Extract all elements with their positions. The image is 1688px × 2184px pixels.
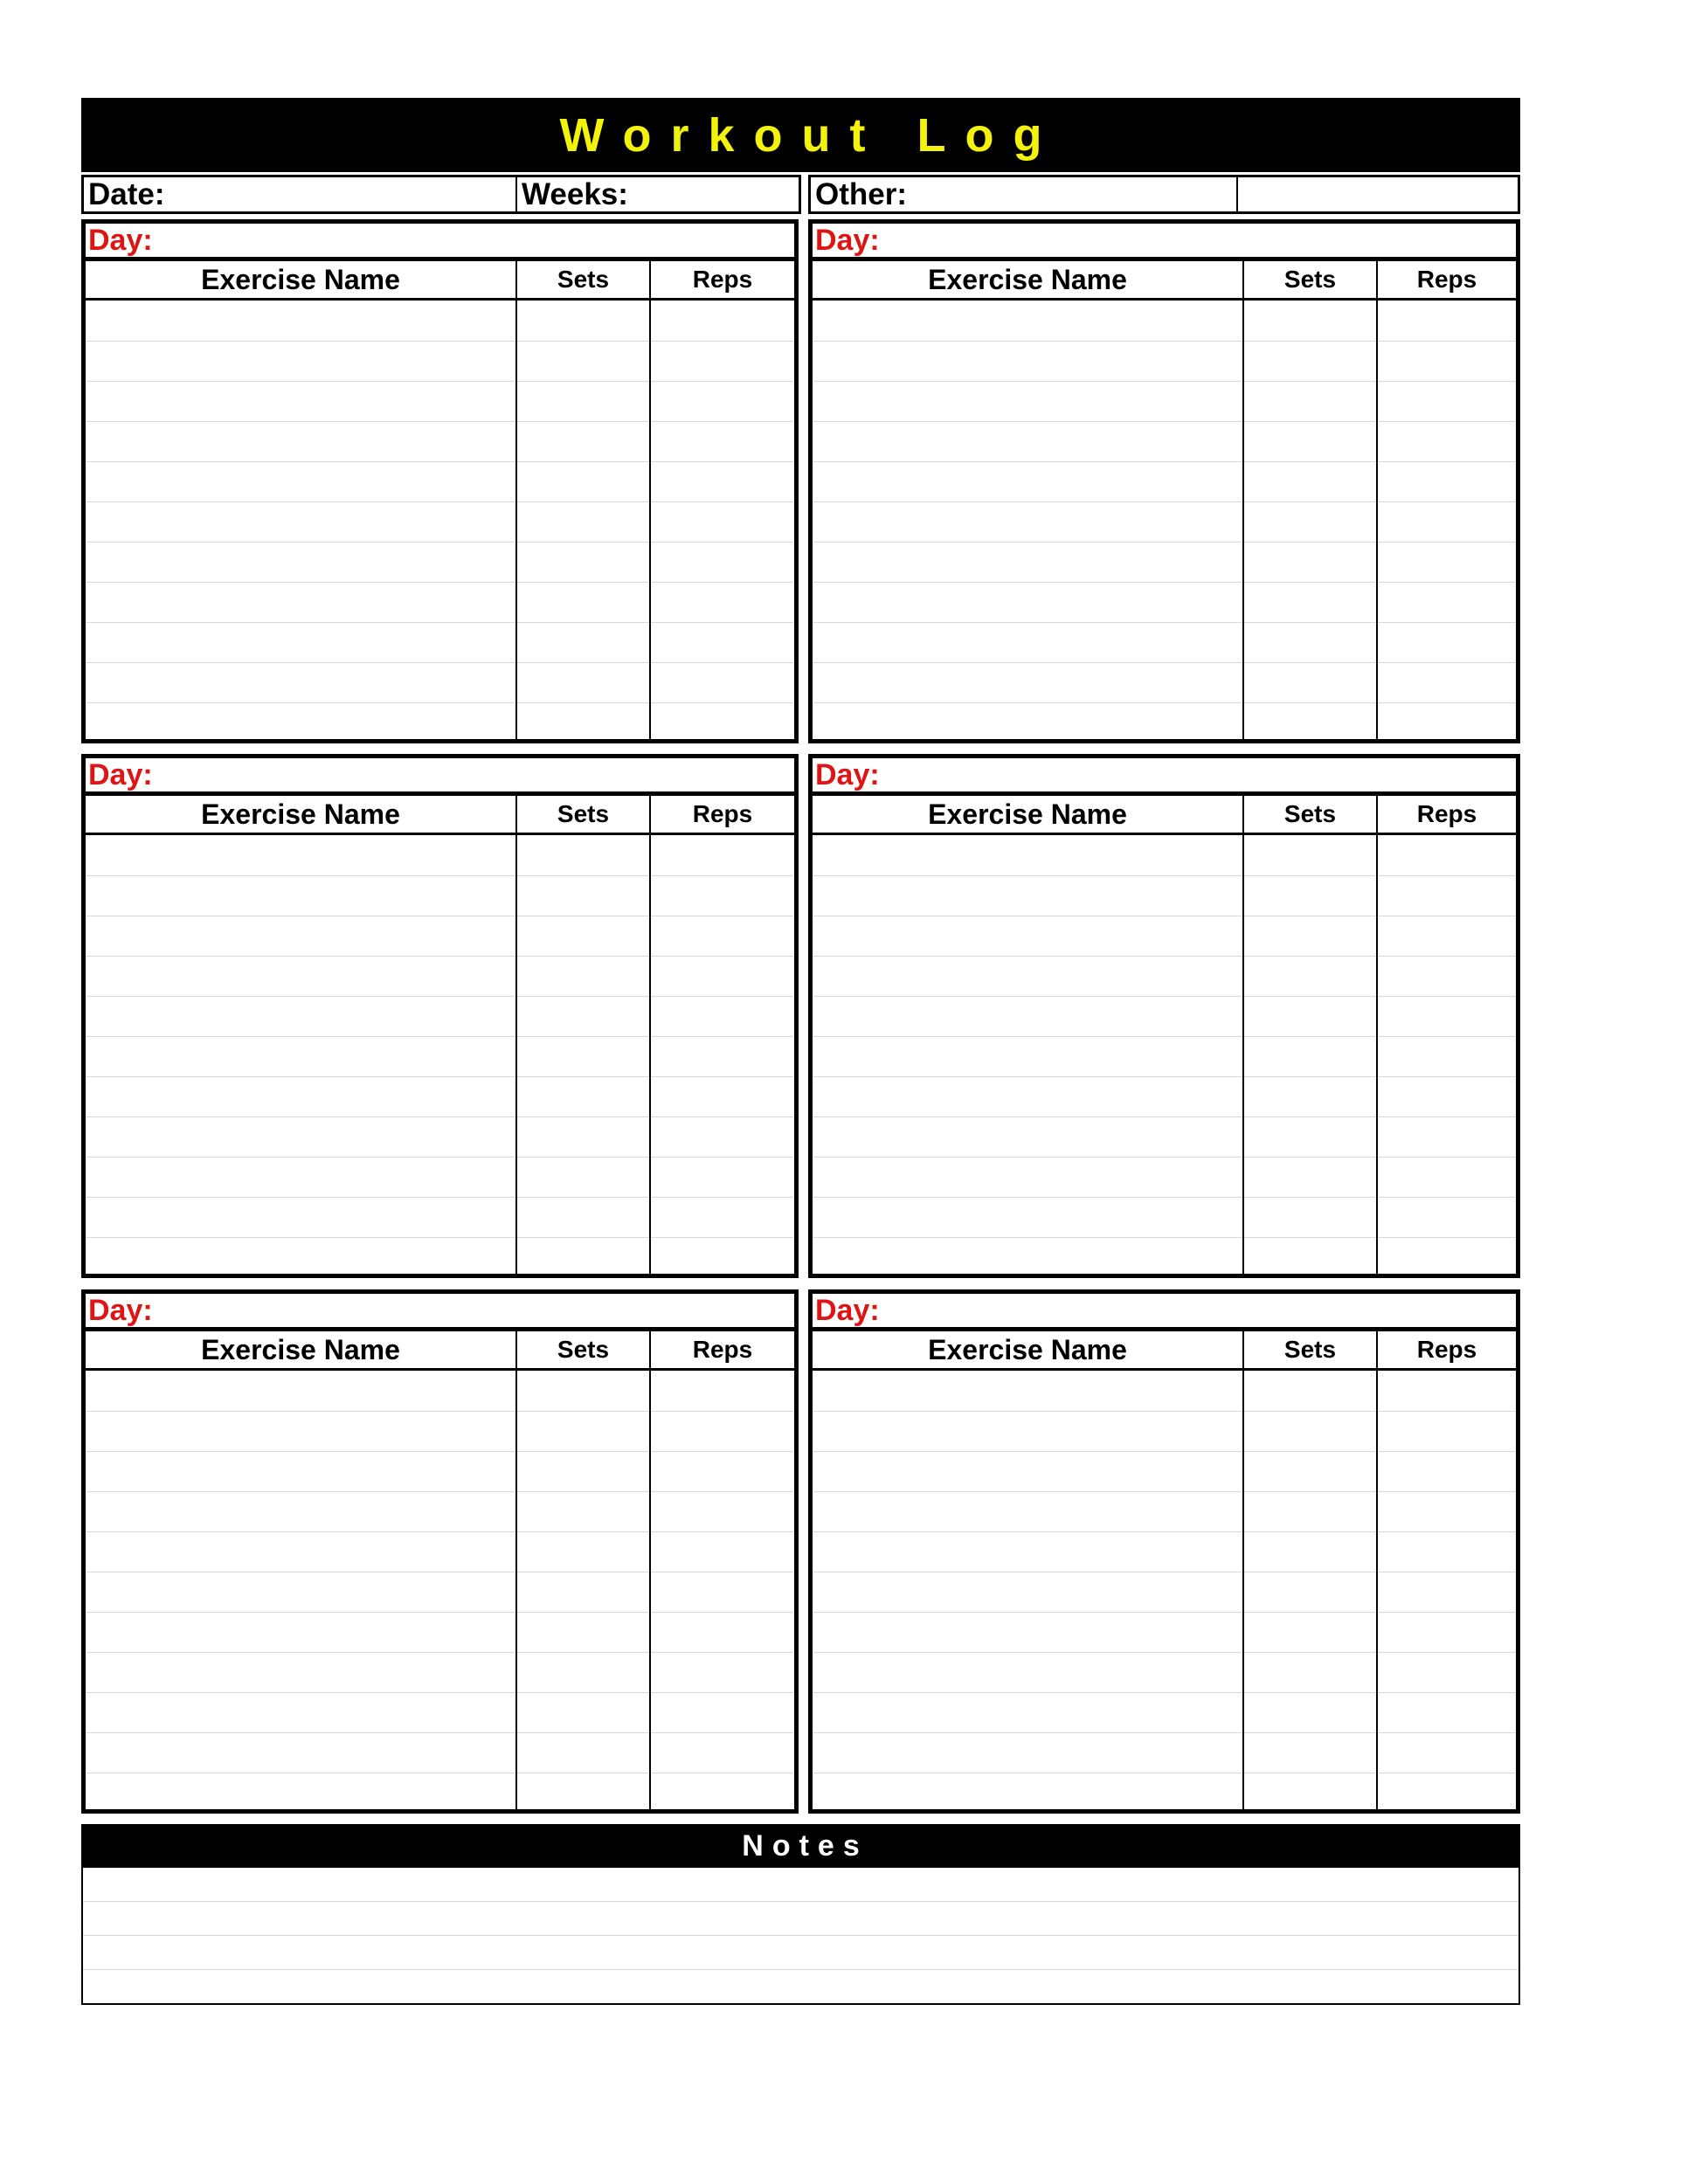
table-header [86,1331,794,1371]
row-rule [86,501,794,502]
column-divider [649,835,651,1274]
row-rule [813,1237,1516,1238]
day-block-5 [81,1289,799,1814]
row-rule [86,1076,794,1077]
row-rule [86,662,794,663]
exercise-name-header: Exercise Name [928,1333,1127,1365]
row-rule [813,702,1516,703]
day-block-1 [81,219,799,743]
reps-header: Reps [649,1331,794,1368]
notes-rule [83,1969,1519,1970]
notes-rule [83,1901,1519,1902]
sets-header: Sets [1242,261,1376,298]
day-field[interactable] [86,1294,794,1331]
row-rule [813,662,1516,663]
row-rule [813,381,1516,382]
column-divider [1376,835,1378,1274]
row-rule [86,421,794,422]
title-bar [81,98,1520,172]
day-label: Day: [88,1293,153,1327]
row-rule [813,875,1516,876]
day-field[interactable] [813,758,1516,796]
reps-header: Reps [1376,261,1516,298]
sets-header: Sets [1242,796,1376,833]
column-divider [515,835,517,1274]
info-row-left [81,175,801,214]
notes-bar [81,1824,1520,1868]
row-rule [813,1531,1516,1532]
row-rule [86,1036,794,1037]
row-rule [813,461,1516,462]
row-rule [86,1531,794,1532]
row-rule [86,622,794,623]
row-rule [813,341,1516,342]
row-rule [86,1652,794,1653]
row-rule [86,1411,794,1412]
row-rule [86,1116,794,1117]
exercise-rows[interactable] [813,301,1516,739]
day-label: Day: [815,223,880,257]
weeks-field[interactable] [515,177,799,211]
row-rule [813,1411,1516,1412]
page-title: Workout Log [559,108,1062,162]
row-rule [86,461,794,462]
row-rule [813,1157,1516,1158]
column-divider [1242,835,1244,1274]
day-field[interactable] [86,758,794,796]
weeks-label: Weeks: [522,176,628,211]
notes-rule [83,1935,1519,1936]
column-divider [1376,1371,1378,1809]
day-block-6 [808,1289,1520,1814]
row-rule [86,582,794,583]
sets-header: Sets [515,261,649,298]
row-rule [813,1652,1516,1653]
info-row-right [808,175,1520,214]
exercise-name-header: Exercise Name [928,263,1127,295]
row-rule [86,702,794,703]
row-rule [813,1076,1516,1077]
row-rule [86,1692,794,1693]
table-header [813,1331,1516,1371]
column-divider [649,1371,651,1809]
row-rule [813,1612,1516,1613]
day-block-4 [808,754,1520,1278]
row-rule [813,582,1516,583]
row-rule [813,622,1516,623]
column-divider [515,301,517,739]
row-rule [813,542,1516,543]
exercise-rows[interactable] [86,835,794,1274]
row-rule [86,996,794,997]
day-label: Day: [815,757,880,791]
day-field[interactable] [813,224,1516,261]
column-divider [515,1371,517,1809]
column-divider [1376,301,1378,739]
table-header [813,796,1516,835]
row-rule [813,1197,1516,1198]
row-rule [813,1116,1516,1117]
notes-area[interactable] [81,1868,1520,2005]
row-rule [86,1157,794,1158]
row-rule [813,996,1516,997]
column-divider [649,301,651,739]
row-rule [86,341,794,342]
row-rule [813,501,1516,502]
sets-header: Sets [515,796,649,833]
day-block-3 [81,754,799,1278]
sets-header: Sets [515,1331,649,1368]
reps-header: Reps [649,261,794,298]
day-field[interactable] [813,1294,1516,1331]
date-field[interactable] [84,177,515,211]
row-rule [86,1451,794,1452]
reps-header: Reps [1376,1331,1516,1368]
row-rule [86,875,794,876]
exercise-rows[interactable] [86,1371,794,1809]
sets-header: Sets [1242,1331,1376,1368]
day-block-2 [808,219,1520,743]
reps-header: Reps [1376,796,1516,833]
other-label: Other: [815,176,907,211]
reps-header: Reps [649,796,794,833]
row-rule [813,1036,1516,1037]
day-label: Day: [815,1293,880,1327]
row-rule [86,956,794,957]
column-divider [1242,301,1244,739]
row-rule [86,1237,794,1238]
column-divider [1242,1371,1244,1809]
row-rule [813,421,1516,422]
other-value-field[interactable] [1236,177,1518,211]
exercise-rows[interactable] [813,835,1516,1274]
exercise-name-header: Exercise Name [201,798,400,830]
day-field[interactable] [86,224,794,261]
table-header [86,261,794,301]
exercise-name-header: Exercise Name [201,263,400,295]
table-header [86,796,794,835]
row-rule [813,1491,1516,1492]
exercise-rows[interactable] [86,301,794,739]
row-rule [86,381,794,382]
row-rule [86,542,794,543]
notes-title: Notes [742,1828,868,1863]
table-header [813,261,1516,301]
row-rule [813,1451,1516,1452]
row-rule [813,1732,1516,1733]
day-label: Day: [88,223,153,257]
row-rule [86,1732,794,1733]
other-field[interactable] [811,177,1236,211]
row-rule [86,1612,794,1613]
exercise-name-header: Exercise Name [928,798,1127,830]
row-rule [813,1692,1516,1693]
row-rule [86,1197,794,1198]
exercise-rows[interactable] [813,1371,1516,1809]
row-rule [813,956,1516,957]
date-label: Date: [88,176,165,211]
exercise-name-header: Exercise Name [201,1333,400,1365]
row-rule [86,1491,794,1492]
day-label: Day: [88,757,153,791]
